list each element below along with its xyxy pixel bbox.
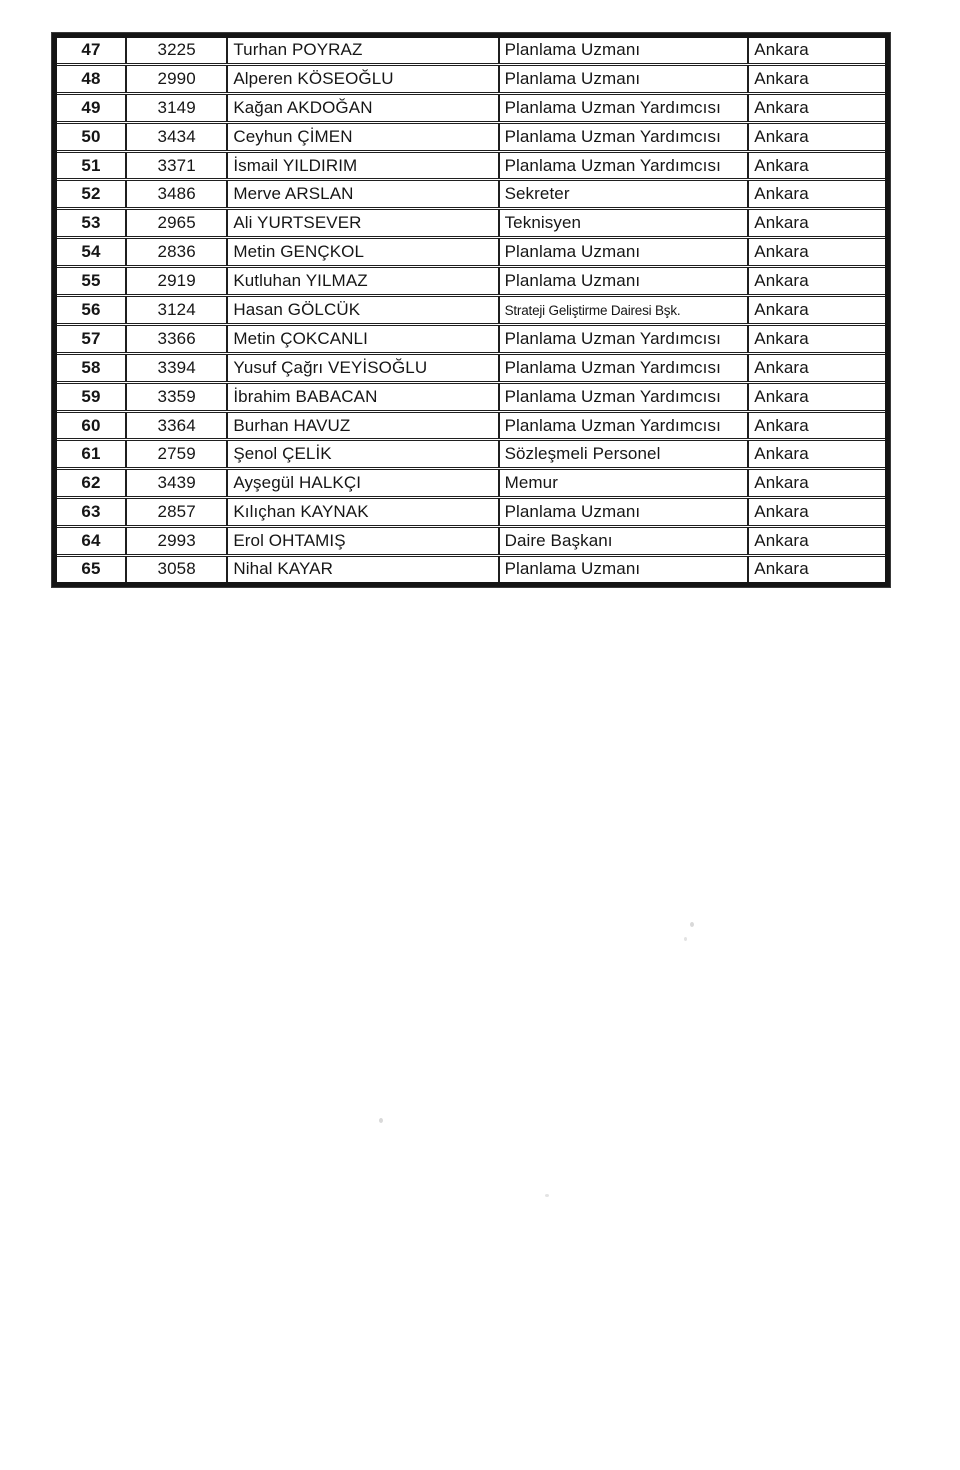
cell-city: Ankara — [748, 122, 887, 151]
job-title-text: Daire Başkanı — [504, 531, 613, 551]
cell-row-number: 54 — [55, 238, 126, 267]
table-row — [55, 122, 888, 151]
table-row — [55, 151, 888, 180]
table-row — [55, 36, 888, 65]
job-title-text: Sözleşmeli Personel — [504, 444, 661, 464]
cell-person-name: Şenol ÇELİK — [227, 440, 498, 469]
cell-job-title — [499, 469, 749, 498]
cell-job-title — [499, 151, 749, 180]
cell-registry-number: 2993 — [126, 527, 227, 556]
cell-registry-number: 2836 — [126, 238, 227, 267]
table-row — [55, 440, 888, 469]
cell-registry-number: 2759 — [126, 440, 227, 469]
cell-person-name: Kılıçhan KAYNAK — [227, 498, 498, 527]
cell-job-title — [499, 324, 749, 353]
cell-row-number: 47 — [55, 36, 126, 65]
table-row — [55, 267, 888, 296]
cell-person-name: Hasan GÖLCÜK — [227, 296, 498, 325]
cell-city: Ankara — [748, 64, 887, 93]
cell-person-name: Alperen KÖSEOĞLU — [227, 64, 498, 93]
table-row — [55, 556, 888, 585]
cell-city: Ankara — [748, 411, 887, 440]
cell-row-number: 49 — [55, 93, 126, 122]
scan-speck-artifact — [684, 937, 687, 941]
table-row — [55, 64, 888, 93]
cell-registry-number: 3439 — [126, 469, 227, 498]
cell-job-title — [499, 353, 749, 382]
cell-person-name: Ceyhun ÇİMEN — [227, 122, 498, 151]
cell-registry-number: 3124 — [126, 296, 227, 325]
table-row — [55, 498, 888, 527]
cell-registry-number: 3058 — [126, 556, 227, 585]
cell-person-name: Kağan AKDOĞAN — [227, 93, 498, 122]
cell-person-name: Yusuf Çağrı VEYİSOĞLU — [227, 353, 498, 382]
cell-registry-number: 2990 — [126, 64, 227, 93]
cell-city: Ankara — [748, 353, 887, 382]
cell-row-number: 56 — [55, 296, 126, 325]
cell-row-number: 61 — [55, 440, 126, 469]
job-title-text: Planlama Uzmanı — [504, 40, 641, 60]
cell-job-title — [499, 556, 749, 585]
personnel-table-body — [55, 36, 888, 585]
scan-speck-artifact — [379, 1118, 383, 1123]
personnel-table — [52, 33, 890, 587]
cell-row-number: 51 — [55, 151, 126, 180]
cell-registry-number: 2857 — [126, 498, 227, 527]
cell-registry-number: 3149 — [126, 93, 227, 122]
cell-city: Ankara — [748, 469, 887, 498]
cell-job-title — [499, 498, 749, 527]
cell-city: Ankara — [748, 324, 887, 353]
job-title-text: Planlama Uzmanı — [504, 559, 641, 579]
job-title-text: Teknisyen — [504, 213, 582, 233]
cell-row-number: 59 — [55, 382, 126, 411]
job-title-text: Sekreter — [504, 184, 570, 204]
cell-city: Ankara — [748, 151, 887, 180]
cell-person-name: Ali YURTSEVER — [227, 209, 498, 238]
cell-job-title — [499, 238, 749, 267]
cell-registry-number: 3394 — [126, 353, 227, 382]
table-row — [55, 411, 888, 440]
cell-city: Ankara — [748, 36, 887, 65]
cell-registry-number: 3364 — [126, 411, 227, 440]
job-title-text: Planlama Uzmanı — [504, 502, 641, 522]
cell-row-number: 52 — [55, 180, 126, 209]
cell-job-title — [499, 122, 749, 151]
job-title-text: Planlama Uzmanı — [504, 68, 641, 88]
job-title-text: Strateji Geliştirme Dairesi Bşk. — [504, 302, 681, 318]
table-row — [55, 324, 888, 353]
cell-job-title — [499, 382, 749, 411]
cell-row-number: 63 — [55, 498, 126, 527]
cell-row-number: 48 — [55, 64, 126, 93]
cell-row-number: 58 — [55, 353, 126, 382]
cell-person-name: Nihal KAYAR — [227, 556, 498, 585]
cell-job-title — [499, 36, 749, 65]
cell-registry-number: 3486 — [126, 180, 227, 209]
cell-city: Ankara — [748, 556, 887, 585]
cell-person-name: Ayşegül HALKÇI — [227, 469, 498, 498]
job-title-text: Planlama Uzmanı — [504, 242, 641, 262]
cell-job-title — [499, 209, 749, 238]
cell-person-name: Turhan POYRAZ — [227, 36, 498, 65]
cell-city: Ankara — [748, 93, 887, 122]
table-row — [55, 296, 888, 325]
job-title-text: Planlama Uzman Yardımcısı — [504, 357, 721, 377]
table-row — [55, 382, 888, 411]
table-row — [55, 209, 888, 238]
cell-registry-number: 3371 — [126, 151, 227, 180]
job-title-text: Planlama Uzman Yardımcısı — [504, 328, 721, 348]
cell-person-name: Merve ARSLAN — [227, 180, 498, 209]
job-title-text: Planlama Uzmanı — [504, 271, 641, 291]
scan-speck-artifact — [545, 1194, 549, 1197]
cell-city: Ankara — [748, 440, 887, 469]
cell-person-name: Metin GENÇKOL — [227, 238, 498, 267]
table-row — [55, 353, 888, 382]
cell-row-number: 62 — [55, 469, 126, 498]
cell-city: Ankara — [748, 382, 887, 411]
cell-row-number: 60 — [55, 411, 126, 440]
cell-person-name: Metin ÇOKCANLI — [227, 324, 498, 353]
job-title-text: Memur — [504, 473, 558, 493]
job-title-text: Planlama Uzman Yardımcısı — [504, 97, 721, 117]
cell-job-title — [499, 64, 749, 93]
cell-person-name: Erol OHTAMIŞ — [227, 527, 498, 556]
cell-row-number: 64 — [55, 527, 126, 556]
table-row — [55, 180, 888, 209]
job-title-text: Planlama Uzman Yardımcısı — [504, 126, 721, 146]
cell-job-title — [499, 93, 749, 122]
cell-row-number: 55 — [55, 267, 126, 296]
job-title-text: Planlama Uzman Yardımcısı — [504, 155, 721, 175]
cell-city: Ankara — [748, 527, 887, 556]
cell-city: Ankara — [748, 209, 887, 238]
cell-city: Ankara — [748, 498, 887, 527]
cell-job-title — [499, 527, 749, 556]
scan-speck-artifact — [690, 922, 694, 927]
cell-registry-number: 3434 — [126, 122, 227, 151]
cell-job-title — [499, 180, 749, 209]
table-row — [55, 469, 888, 498]
cell-city: Ankara — [748, 180, 887, 209]
table-row — [55, 238, 888, 267]
cell-city: Ankara — [748, 267, 887, 296]
cell-job-title — [499, 440, 749, 469]
cell-registry-number: 3359 — [126, 382, 227, 411]
job-title-text: Planlama Uzman Yardımcısı — [504, 386, 721, 406]
cell-row-number: 53 — [55, 209, 126, 238]
cell-job-title — [499, 411, 749, 440]
job-title-text: Planlama Uzman Yardımcısı — [504, 415, 721, 435]
table-row — [55, 93, 888, 122]
cell-job-title — [499, 296, 749, 325]
cell-registry-number: 3225 — [126, 36, 227, 65]
cell-person-name: Kutluhan YILMAZ — [227, 267, 498, 296]
cell-row-number: 50 — [55, 122, 126, 151]
cell-person-name: İbrahim BABACAN — [227, 382, 498, 411]
cell-city: Ankara — [748, 238, 887, 267]
cell-person-name: Burhan HAVUZ — [227, 411, 498, 440]
cell-registry-number: 2965 — [126, 209, 227, 238]
cell-person-name: İsmail YILDIRIM — [227, 151, 498, 180]
cell-job-title — [499, 267, 749, 296]
cell-registry-number: 3366 — [126, 324, 227, 353]
cell-city: Ankara — [748, 296, 887, 325]
cell-registry-number: 2919 — [126, 267, 227, 296]
cell-row-number: 57 — [55, 324, 126, 353]
table-row — [55, 527, 888, 556]
cell-row-number: 65 — [55, 556, 126, 585]
